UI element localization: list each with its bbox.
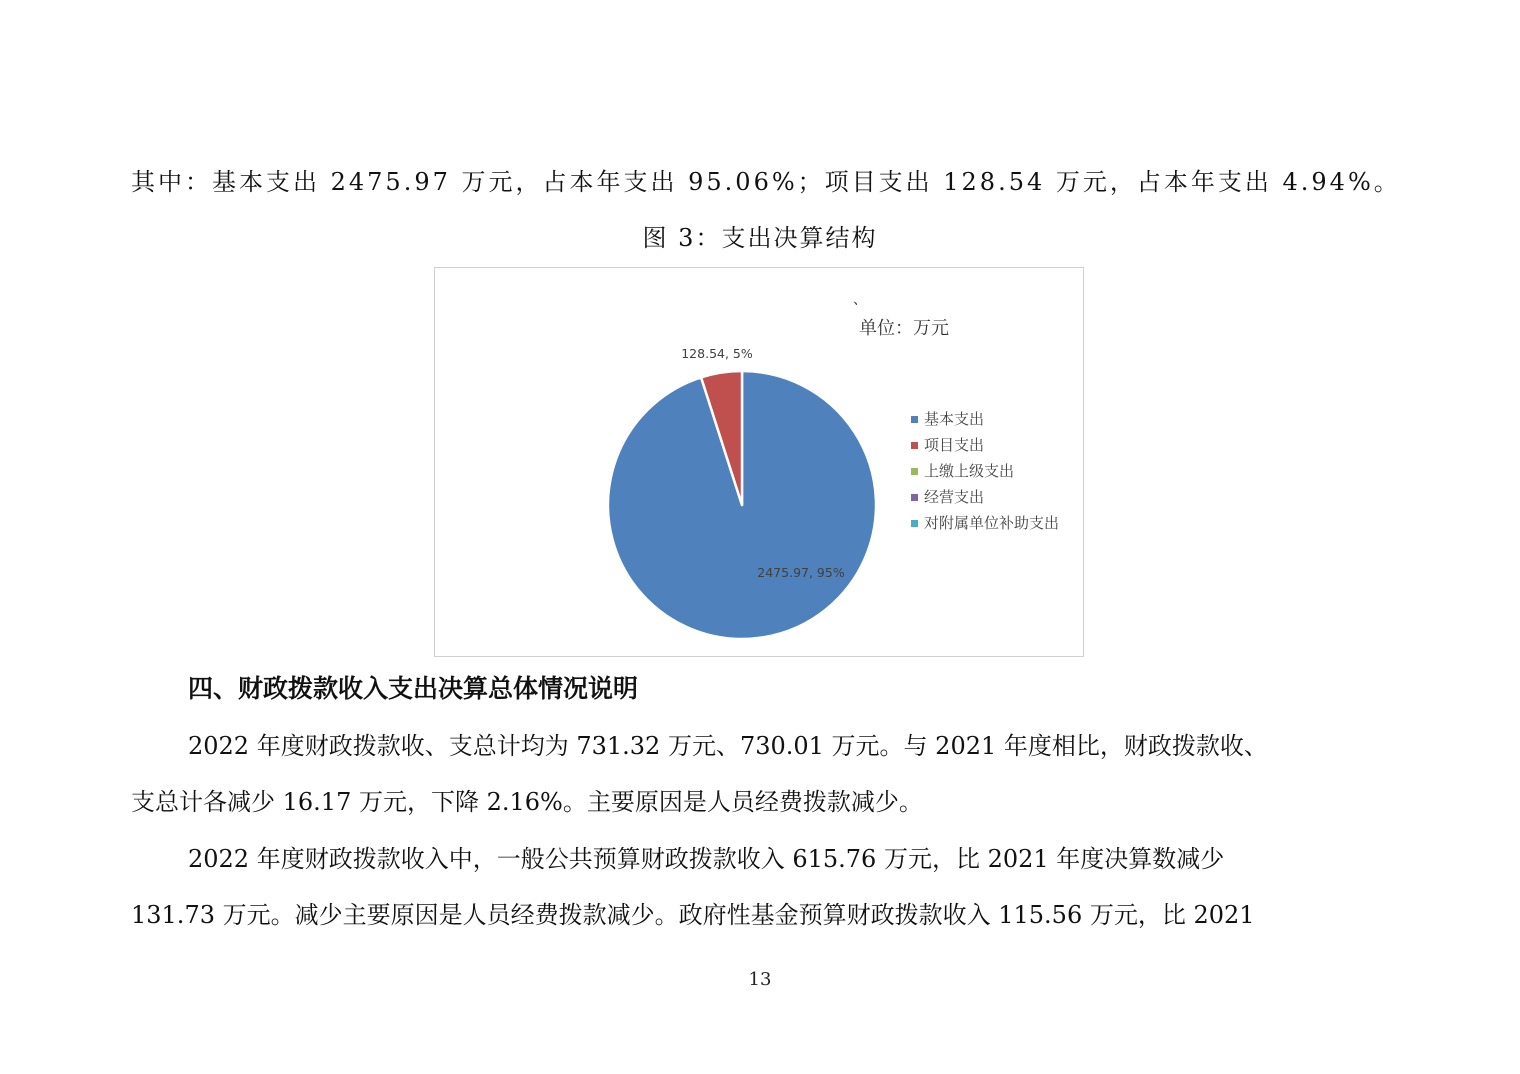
- paragraph-2-line-2: 131.73 万元。减少主要原因是人员经费拨款减少。政府性基金预算财政拨款收入 115.56 万元，比 2021: [131, 901, 1255, 929]
- section-heading: 四、财政拨款收入支出决算总体情况说明: [188, 674, 639, 703]
- paragraph-1-line-2: 支总计各减少 16.17 万元，下降 2.16%。主要原因是人员经费拨款减少。: [131, 788, 923, 816]
- paragraph-2-line-1: 2022 年度财政拨款收入中，一般公共预算财政拨款收入 615.76 万元，比 2021 年度决算数减少: [188, 845, 1225, 873]
- expenditure-pie-chart: [434, 267, 1084, 657]
- data-label-basic: 2475.97, 95%: [757, 565, 845, 580]
- legend-swatch-4: [911, 520, 918, 527]
- data-label-project: 128.54, 5%: [681, 346, 753, 361]
- legend: [911, 410, 1059, 532]
- legend-swatch-3: [911, 494, 918, 501]
- legend-swatch-0: [911, 416, 918, 423]
- intro-expenditure-line: 其中：基本支出 2475.97 万元，占本年支出 95.06%；项目支出 128.54 万元，占本年支出 4.94%。: [131, 168, 1401, 196]
- legend-label-3: 经营支出: [924, 488, 985, 506]
- legend-label-1: 项目支出: [924, 436, 985, 454]
- figure-title: 图 3：支出决算结构: [642, 224, 878, 252]
- unit-label: 单位：万元: [859, 318, 949, 339]
- legend-label-4: 对附属单位补助支出: [924, 514, 1060, 532]
- pie-slices: [608, 371, 876, 639]
- paragraph-1-line-1: 2022 年度财政拨款收、支总计均为 731.32 万元、730.01 万元。与 2021 年度相比，财政拨款收、: [188, 732, 1268, 760]
- page-number: 13: [748, 969, 772, 990]
- stray-mark: 、: [853, 292, 867, 308]
- legend-label-0: 基本支出: [924, 410, 985, 428]
- legend-swatch-1: [911, 442, 918, 449]
- pie-chart-svg: [435, 268, 1085, 658]
- legend-label-2: 上缴上级支出: [924, 462, 1015, 480]
- legend-swatch-2: [911, 468, 918, 475]
